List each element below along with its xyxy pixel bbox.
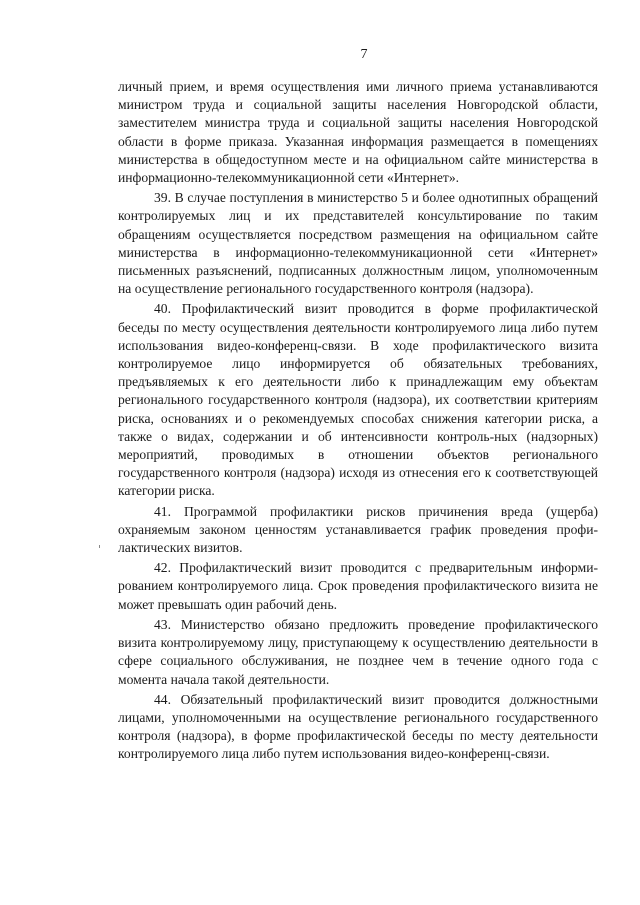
page-number: 7 xyxy=(360,47,368,62)
paragraph-39: 39. В случае поступления в министерство 5 и более однотипных обращений контролируемых лиц и их представителей консультирование по таким обращениям осуществляется посредством размещения на официальном сайте министерства в информационно-телекоммуникационной сети «Интернет» письменных разъяснений, подписанных должностным лицом, уполномоченным на осуществление регионального государственного контроля (надзора). xyxy=(118,190,598,297)
scan-mark xyxy=(99,545,100,548)
paragraph-40: 40. Профилактический визит проводится в форме профилактической беседы по месту осуществления деятельности контролируемого лица либо путем использования видео-конференц-связи. В ходе профилактического визита контролируемое лицо информируется об обязательных требованиях, предъявляемых к его деятельности либо к принадлежащим ему объектам регионального государственного контроля (надзора), их соответствии критериям риска, основаниях и о рекомендуемых способах снижения категории риска, а также о видах, содержании и об интенсивности контроль-ных (надзорных) мероприятий, проводимых в отношении объектов регионального государственного контроля (надзора) исходя из отнесения его к соответствующей категории риска. xyxy=(118,301,598,499)
paragraph-43: 43. Министерство обязано предложить проведение профилактического визита контролируемому лицу, приступающему к осуществлению деятельности в сфере социального обслуживания, не позднее чем в течение одного года с момента начала такой деятельности. xyxy=(118,616,598,687)
paragraph-41: 41. Программой профилактики рисков причинения вреда (ущерба) охраняемым законом ценностям устанавливается график проведения профи-лактических визитов. xyxy=(118,503,598,556)
paragraph-42: 42. Профилактический визит проводится с предварительным информи-рованием контролируемого лица. Срок проведения профилактического визита не может превышать один рабочий день. xyxy=(118,560,598,612)
paragraph-44: 44. Обязательный профилактический визит проводится должностными лицами, уполномоченными на осуществление регионального государственного контроля (надзора), в форме профилактической беседы по месту деятельности контролируемого лица либо путем использования видео-конференц-связи. xyxy=(118,691,598,762)
paragraph-continuation: личный прием, и время осуществления ими личного приема устанавливаются министром труда и социальной защиты населения Новгородской области, заместителем министра труда и социальной защиты населения Новгородской области в форме приказа. Указанная информация размещается в помещениях министерства в общедоступном месте и на официальном сайте министерства в информационно-телекоммуникационной сети «Интернет». xyxy=(118,79,598,186)
document-body xyxy=(118,78,598,766)
